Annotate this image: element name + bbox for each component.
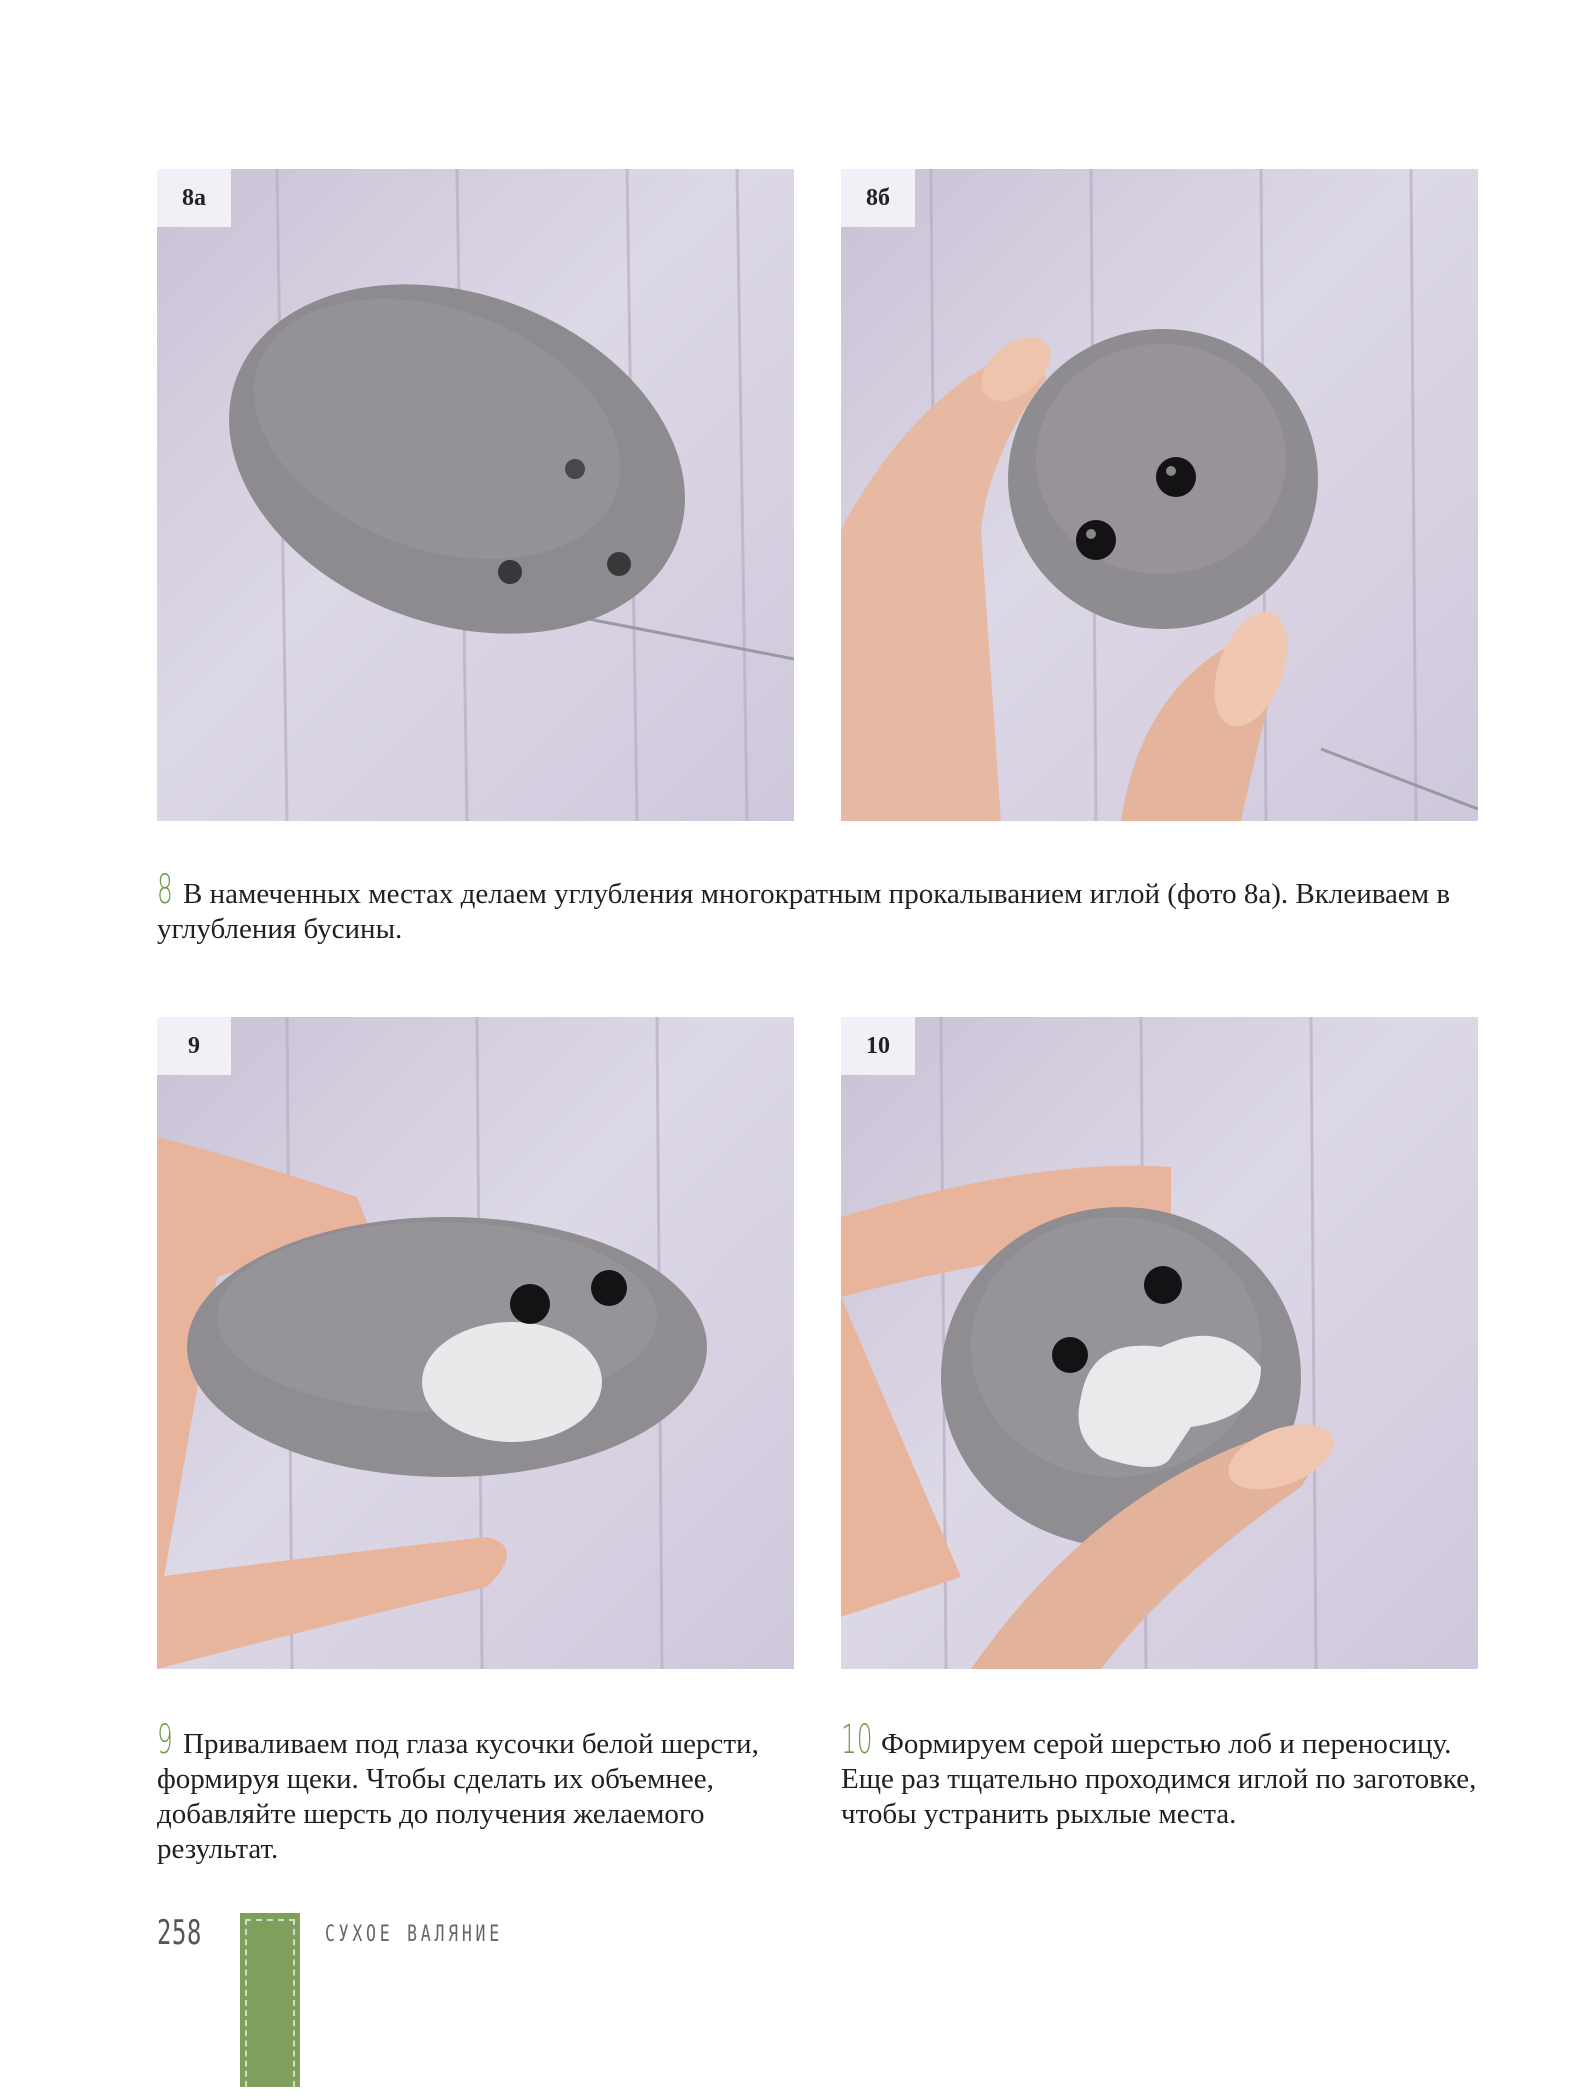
photo-label: 10 [841,1017,915,1075]
step-10-text: Формируем серой шерстью лоб и переносицу. Еще раз тщательно проходимся иглой по заготовке, чтобы устранить рыхлые места. [841,1728,1477,1830]
step-9-caption [157,1717,797,1867]
photo-label: 8а [157,169,231,227]
photo-step-8a [157,169,794,821]
step-10-caption [841,1717,1481,1832]
photo-label: 9 [157,1017,231,1075]
section-title: СУХОЕ ВАЛЯНИЕ [325,1922,503,1947]
bookmark-tab [240,1913,300,2087]
step-8-text: В намеченных местах делаем углубления многократным прокалыванием иглой (фото 8а). Вклеиваем в углубления бусины. [157,878,1451,945]
photo-step-10 [841,1017,1478,1669]
felt-body-illustration [157,169,794,821]
step-9-number: 9 [157,1717,173,1763]
step-9-text: Приваливаем под глаза кусочки белой шерсти, формируя щеки. Чтобы сделать их объемнее, добавляйте шерсть до получения желаемого результат. [157,1728,759,1865]
step-8-number: 8 [157,867,173,913]
felt-cheeks-illustration [157,1017,794,1669]
felt-forehead-illustration [841,1017,1478,1669]
step-10-number: 10 [841,1717,873,1763]
photo-step-9 [157,1017,794,1669]
page-number: 258 [157,1913,203,1953]
photo-label: 8б [841,169,915,227]
felt-head-illustration [841,169,1478,821]
step-8-caption [157,867,1487,947]
photo-step-8b [841,169,1478,821]
bookmark-stitching [245,1919,295,2097]
